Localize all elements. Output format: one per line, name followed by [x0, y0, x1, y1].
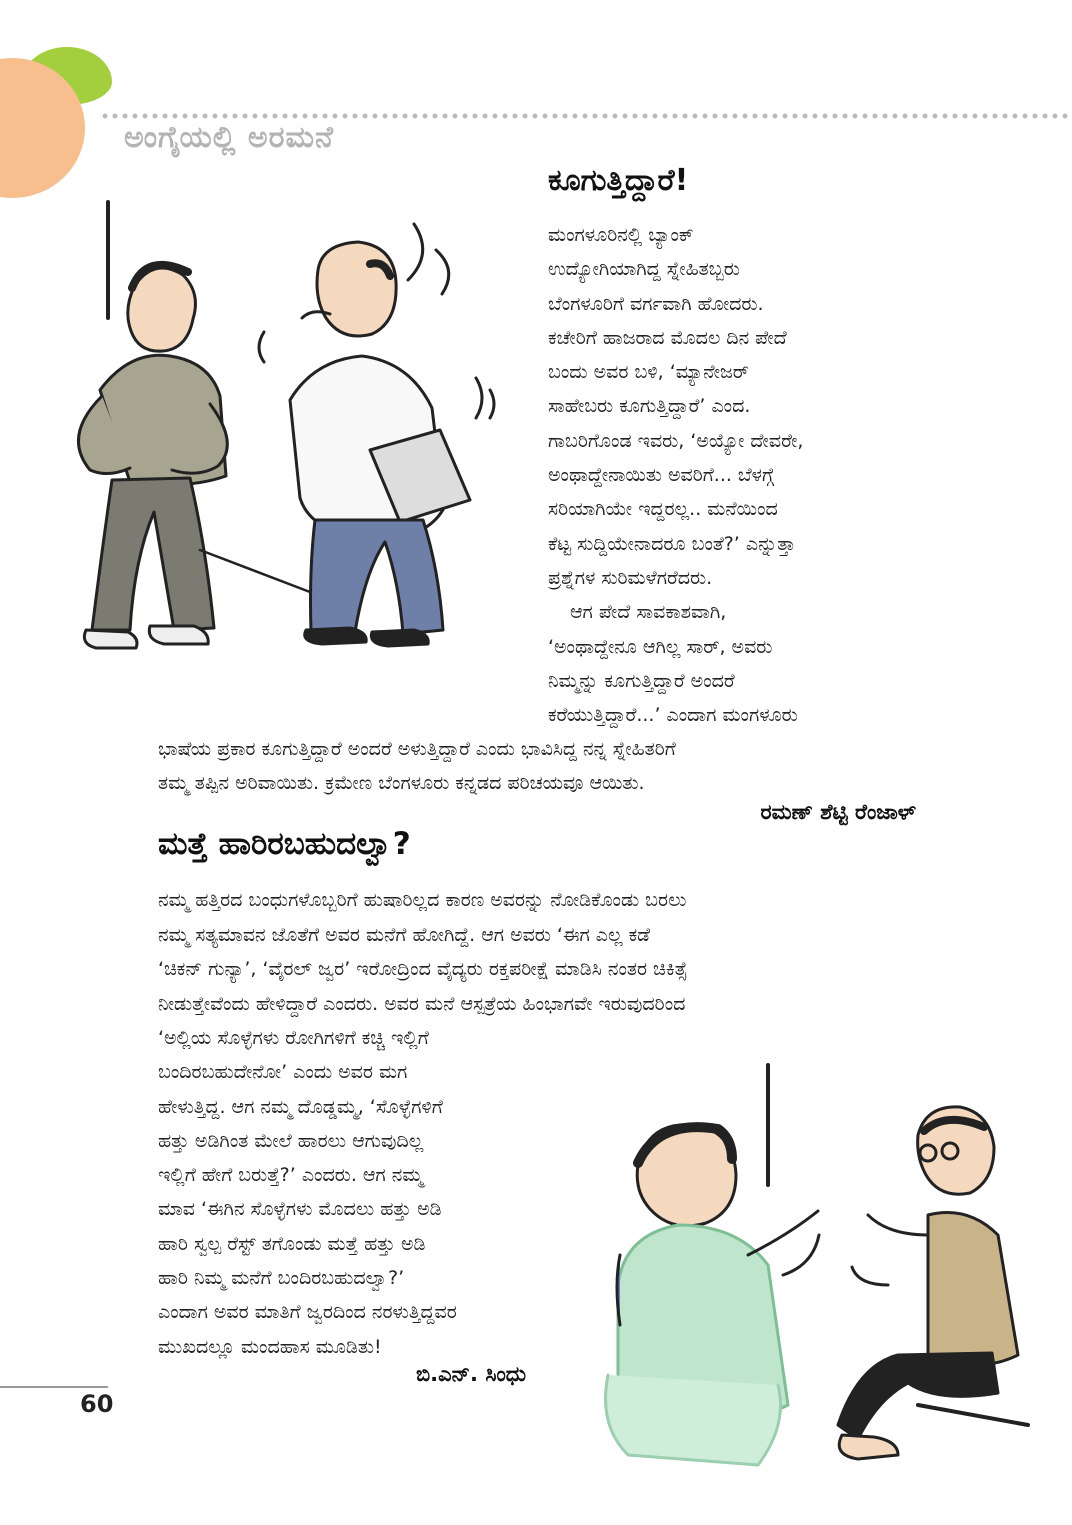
body-line: ಸಾಹೇಬರು ಕೂಗುತ್ತಿದ್ದಾರೆ’ ಎಂದ. — [548, 395, 751, 418]
body-line: ಮಂಗಳೂರಿನಲ್ಲಿ ಬ್ಯಾಂಕ್ — [548, 224, 694, 246]
body-line: ಮಾವ ‘ಈಗಿನ ಸೊಳ್ಳೆಗಳು ಮೊದಲು ಹತ್ತು ಅಡಿ — [158, 1198, 442, 1221]
body-line: ಕರೆಯುತ್ತಿದ್ದಾರೆ...’ ಎಂದಾಗ ಮಂಗಳೂರು — [548, 704, 798, 727]
cartoon-woman-and-man-illustration — [598, 1055, 1038, 1475]
page-number-rule — [0, 1386, 108, 1388]
body-line: ‘ಅಲ್ಲಿಯ ಸೊಳ್ಳೆಗಳು ರೋಗಿಗಳಿಗೆ ಕಚ್ಚಿ ಇಲ್ಲಿಗೆ — [158, 1027, 429, 1049]
body-line: ಹೇಳುತ್ತಿದ್ದ. ಆಗ ನಮ್ಮ ದೊಡ್ಡಮ್ಮ, ‘ಸೊಳ್ಳೆಗಳಿಗೆ — [158, 1095, 443, 1118]
body-line: ಕಚೇರಿಗೆ ಹಾಜರಾದ ಮೊದಲ ದಿನ ಪೇದೆ — [548, 326, 787, 349]
story-body-left-column — [158, 1021, 457, 1364]
body-line: ಕೆಟ್ಟ ಸುದ್ದಿಯೇನಾದರೂ ಬಂತೆ?’ ಎನ್ನುತ್ತಾ — [548, 532, 796, 555]
body-line: ಸರಿಯಾಗಿಯೇ ಇದ್ದರಲ್ಲ.. ಮನೆಯಿಂದ — [548, 498, 778, 521]
body-line: ಪ್ರಶ್ನೆಗಳ ಸುರಿಮಳೆಗರೆದರು. — [548, 566, 713, 589]
body-line: ಹಾರಿ ನಿಮ್ಮ ಮನೆಗೆ ಬಂದಿರಬಹುದಲ್ವಾ?’ — [158, 1267, 405, 1290]
body-line: ಹತ್ತು ಅಡಿಗಿಂತ ಮೇಲೆ ಹಾರಲು ಆಗುವುದಿಲ್ಲ — [158, 1129, 424, 1152]
story-author: ಬಿ.ಎನ್. ಸಿಂಧು — [416, 1362, 527, 1386]
body-line: ಅಂಥಾದ್ದೇನಾಯಿತು ಅವರಿಗೆ... ಬೆಳಗ್ಗೆ — [548, 464, 775, 487]
body-line: ಆಗ ಪೇದೆ ಸಾವಕಾಶವಾಗಿ, — [570, 601, 727, 624]
story-body-full-width — [158, 883, 687, 1021]
body-line: ಮುಖದಲ್ಲೂ ಮಂದಹಾಸ ಮೂಡಿತು! — [158, 1335, 382, 1358]
body-line: ನಮ್ಮ ಹತ್ತಿರದ ಬಂಧುಗಳೊಬ್ಬರಿಗೆ ಹುಷಾರಿಲ್ಲದ ಕಾರಣ ಅವರನ್ನು ನೋಡಿಕೊಂಡು ಬರಲು — [158, 889, 687, 911]
cartoon-two-men-illustration — [40, 190, 510, 670]
story-title: ಕೂಗುತ್ತಿದ್ದಾರೆ! — [548, 163, 689, 198]
body-line: ನಮ್ಮ ಸತ್ಯಮಾವನ ಜೊತೆಗೆ ಅವರ ಮನೆಗೆ ಹೋಗಿದ್ದೆ. ಆಗ ಅವರು ‘ಈಗ ಎಲ್ಲ ಕಡೆ — [158, 923, 650, 946]
dotted-header-rule — [100, 112, 1072, 120]
body-line: ಗಾಬರಿಗೊಂಡ ಇವರು, ‘ಅಯ್ಯೋ ದೇವರೇ, — [548, 429, 804, 452]
section-title: ಅಂಗೈಯಲ್ಲಿ ಅರಮನೆ — [124, 120, 334, 155]
body-line: ಭಾಷೆಯ ಪ್ರಕಾರ ಕೂಗುತ್ತಿದ್ದಾರೆ ಅಂದರೆ ಅಳುತ್ತಿದ್ದಾರೆ ಎಂದು ಭಾವಿಸಿದ್ದ ನನ್ನ ಸ್ನೇಹಿತರಿಗೆ — [158, 738, 676, 760]
body-line: ಬಂದಿರಬಹುದೇನೋ’ ಎಂದು ಅವರ ಮಗ — [158, 1061, 408, 1084]
story-body-full-width — [158, 732, 676, 801]
body-line: ಉದ್ಯೋಗಿಯಾಗಿದ್ದ ಸ್ನೇಹಿತಬ್ಬರು — [548, 258, 740, 281]
story-author: ರಮಣ್ ಶೆಟ್ಟಿ ರೆಂಜಾಳ್ — [760, 800, 916, 824]
body-line: ನೀಡುತ್ತೇವೆಂದು ಹೇಳಿದ್ದಾರೆ ಎಂದರು. ಅವರ ಮನೆ ಆಸ್ಪತ್ರೆಯ ಹಿಂಭಾಗವೇ ಇರುವುದರಿಂದ — [158, 992, 686, 1015]
body-line: ಬಂದು ಅವರ ಬಳಿ, ‘ಮ್ಯಾನೇಜರ್ — [548, 361, 749, 384]
page-number: 60 — [80, 1390, 114, 1418]
story-body-right-column — [548, 218, 803, 732]
body-line: ಹಾರಿ ಸ್ವಲ್ಪ ರೆಸ್ಟ್ ತಗೊಂಡು ಮತ್ತೆ ಹತ್ತು ಅಡಿ — [158, 1232, 426, 1255]
body-line: ‘ಚಿಕನ್ ಗುನ್ಯಾ’, ‘ವೈರಲ್ ಜ್ವರ’ ಇರೋದ್ರಿಂದ ವೈದ್ಯರು ರಕ್ತಪರೀಕ್ಷೆ ಮಾಡಿಸಿ ನಂತರ ಚಿಕಿತ್ಸೆ — [158, 958, 688, 980]
body-line: ಎಂದಾಗ ಅವರ ಮಾತಿಗೆ ಜ್ವರದಿಂದ ನರಳುತ್ತಿದ್ದವರ — [158, 1301, 457, 1324]
body-line: ತಮ್ಮ ತಪ್ಪಿನ ಅರಿವಾಯಿತು. ಕ್ರಮೇಣ ಬೆಂಗಳೂರು ಕನ್ನಡದ ಪರಿಚಯವೂ ಆಯಿತು. — [158, 772, 645, 795]
story-title: ಮತ್ತೆ ಹಾರಿರಬಹುದಲ್ವಾ? — [158, 826, 411, 862]
body-line: ‘ಅಂಥಾದ್ದೇನೂ ಆಗಿಲ್ಲ ಸಾರ್, ಅವರು — [548, 635, 773, 658]
body-line: ಇಲ್ಲಿಗೆ ಹೇಗೆ ಬರುತ್ತೆ?’ ಎಂದರು. ಆಗ ನಮ್ಮ — [158, 1164, 423, 1187]
body-line: ಬೆಂಗಳೂರಿಗೆ ವರ್ಗವಾಗಿ ಹೋದರು. — [548, 292, 764, 315]
body-line: ನಿಮ್ಮನ್ನು ಕೂಗುತ್ತಿದ್ದಾರೆ ಅಂದರೆ — [548, 669, 735, 692]
